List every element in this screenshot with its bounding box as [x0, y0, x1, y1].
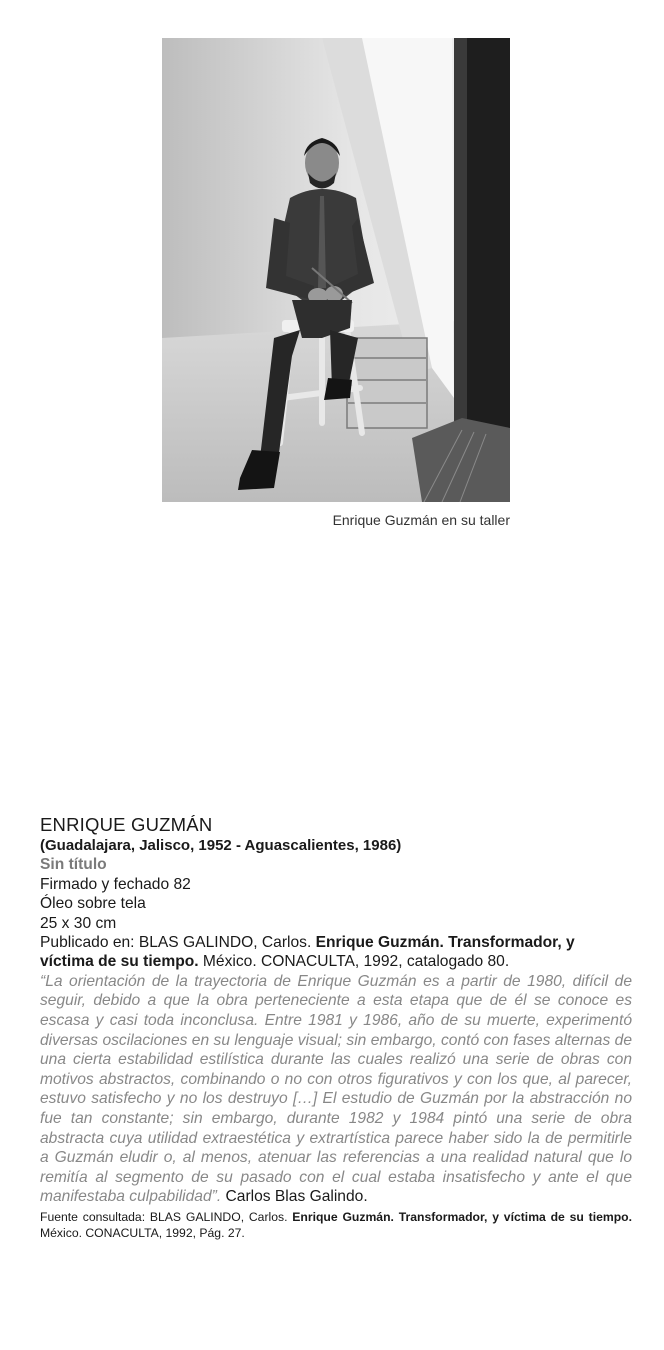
artist-dates: (Guadalajara, Jalisco, 1952 - Aguascalientes, 1986)	[40, 837, 402, 854]
source-prefix: Fuente consultada: BLAS GALINDO, Carlos.	[40, 1209, 293, 1224]
photo-caption: Enrique Guzmán en su taller	[332, 512, 510, 528]
quote-author: Carlos Blas Galindo.	[225, 1188, 368, 1206]
artist-photo-image	[162, 38, 510, 502]
artwork-info	[40, 814, 632, 1241]
critic-quote	[40, 972, 632, 1207]
publication-prefix: Publicado en: BLAS GALINDO, Carlos.	[40, 934, 316, 952]
artwork-medium: Óleo sobre tela	[40, 895, 146, 913]
publication-suffix: México. CONACULTA, 1992, catalogado 80.	[198, 953, 510, 971]
artwork-title: Sin título	[40, 856, 107, 874]
source-suffix: México. CONACULTA, 1992, Pág. 27.	[40, 1225, 245, 1240]
artist-photo	[162, 38, 510, 502]
publication-reference	[40, 933, 632, 972]
artwork-signature: Firmado y fechado 82	[40, 875, 191, 893]
quote-text: “La orientación de la trayectoria de Enrique Guzmán es a partir de 1980, difícil de seguir, debido a que la obra perteneciente a esta etapa que de él se conoce es escasa y casi toda inconclusa. Entre 1981 y 1986, año de su muerte, experimentó diversas oscilaciones en su lenguaje visual; sin embargo, contó con fases alternas de una cierta estabilidad estilística durante las cuales realizó una serie de obras con motivos abstractos, combinando o no con otros figurativos y con los que, al parecer, estuvo satisfecho y no los destruyo […] El estudio de Guzmán por la abstracción no fue tan constante; sin embargo, durante 1982 y 1984 pintó una serie de obra abstracta cuya utilidad extraestética y extrartística parece haber sido la de permitirle a Guzmán eludir o, al menos, atenuar las referencias a una realidad natural que lo remitía al segmento de su pasado con el cual estaba insatisfecho y ante el que manifestaba culpabilidad”.	[40, 972, 632, 1206]
source-book-title: Enrique Guzmán. Transformador, y víctima de su tiempo.	[292, 1209, 632, 1224]
publication-book-title: Enrique Guzmán. Transformador, y víctima de su tiempo.	[40, 934, 575, 971]
artwork-dimensions: 25 x 30 cm	[40, 914, 117, 932]
artist-name: ENRIQUE GUZMÁN	[40, 814, 213, 835]
source-reference	[40, 1209, 632, 1241]
